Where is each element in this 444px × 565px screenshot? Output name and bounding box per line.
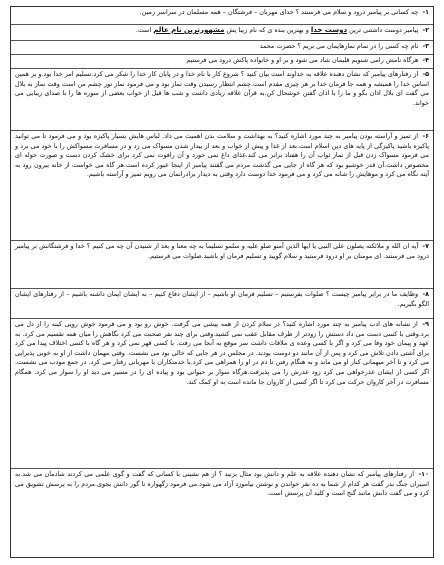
item-number: ۱- [422,8,429,16]
list-item [11,7,433,25]
list-item [11,69,433,131]
item-text: هرگاه نامش رامی شنویم قلبمان شاد می شود و بر او و خانواده پاکش درود می فرستیم [186,56,419,64]
item-number: ۶- [422,132,429,140]
list-item [11,241,433,289]
item-number: ۸- [422,290,429,298]
highlighted-phrase: مشهورترین نام عالم [153,26,225,34]
list-item [11,469,433,551]
item-text: از نشانه های ادب پیامبر به چند مورد اشاره کنید؟ در سلام کردن از همه پیشی می گرفت. خوش رو بود و می فرمود خوش رویی کینه را از دل می برد.وقتی با کسی دست می داد دستش را زودتر از طرف مقابل عقب نمی کشید.وقتی برای چند نفر صحبت می کرد نگاهش را میان همه تقسیم می کرد. به عهد و پیمان خود وفا می کرد و اگر با کسی وعده ی ملاقات داشت سر موقع به آنجا می رفت. با کسی قهر نمی کرد و هر گاه با کسی اختلاف پیدا می کرد برای آشتی دادن تلاش می کرد و پس از آن مانند دو دوست بودند. در مجلس در هر جایی که خالی بود می نشست. وقتی مهمان داشت از او به خوبی پذیرایی می کرد و تا آخر میهمانی کنار او می ماند و به هنگام رفتن تا دم در او را همراهی می کرد.با خدمتکاران با مهربانی رفتار می کرد. در جمع مودب می نشست. اگر کسی از ایشان عذرخواهی می کرد زود عذرش را می پذیرفت.هرگاه سوار بر حیوانی بود و پیاده ای را در مسیر می دید او را سوار می کرد. همگام مسافرت در آخر کاروان حرکت می کرد تا اگر کسی از کاروان جا مانده است به او کمک کند. [15,320,429,386]
item-text: از تمیز و آراسته بودن پیامبر به چند مورد اشاره کنید؟ به بهداشت و سلامت بدن اهمیت می داد. لباس هایش بسیار پاکیزه بود و می فرمود تا می توانید پاکیزه باشید پاکیزگی از پایه های دین اسلام است.بعد از غذا و پیش از خواب و بعد از بیدار شدن مسواک می زد و در مسافرت مسواکش را با خود می برد و می فرمود مسواک زدن قبل از نماز ثواب آن را هفتاد برابر می کند.غذای داغ نمی خورد و آن رافوت نمی کرد برای خشک کردن دست و صورت حوله ای مخصوص داشت.آن قدر خوشبو بود که هر گاه از جایی می گذشت مردم می گفتند پیامبر از اینجا عبور کرده است.هر گاه می خواست از خانه بیرون رود به آینه نگاه می کرد و موهایش را شانه می کرد و می فرمود خدا دوست دارد وقتی به دیدار برادرانمان می رویم تمیز و آراسته باشیم. [15,132,429,179]
item-text: وظایف ما در برابر پیامبر چیست ؟ صلوات بفرستیم – تسلیم فرمان او باشیم – از ایشان دفاع کنیم – به ایشان ایمان داشته باشیم – از رفتارهای ایشان الگو بگیریم. [15,290,429,308]
document-page [10,6,434,558]
item-text: و بهترین بنده ی که نام زیبا یش [226,26,309,34]
item-text: چه کسانی بر پیامبر درود و سلام می فرستند ؟ خدای مهربان – فرشتگان – همه مسلمان در سراسر زمین. [139,8,419,16]
item-number: ۹- [422,320,429,328]
item-text: از رفتارهای پیامبر که نشان دهنده علاقه به علم و دانش بود مثال بزنید ؟ از هم نشینی با کسانی که گفت و گوی علمی می کردند شادمان می شد.به اسیران جنگ بدر گفت هر کدام از شما به ده نفر خواندن و نوشتن بیاموزد آزاد می شود.می فرمود زگهواره تا گور دانش بجوی.مردم را به پرسش تشویق می کرد و می گفت دانش مانند گنج است و کلید آن پرسش است. [15,470,429,498]
item-text: آیه ان الله و ملائکته یصلون علی النبی یا ایها الذین آمنو صلو علیه و سلمو تسلیما به چه معنا و بعد از شنیدن آن چه می کنیم ؟ خدا و فرشتگانش بر پیامبر درود می فرستند. ای مومنان بر او درود فرستید و سلام گویید و تسلیم فرمان او باشید.صلوات می فرستیم. [15,242,429,260]
item-text: از رفتارهای پیامبر که نشان دهنده علاقه به خداوند است بیان کنید ؟ شروع کار با نام خدا و در پایان کار خدا را شکر می کرد.تسلیم امر خدا بود.و بر همین اساس خدا را همیشه و همه جا فرمان خدا بر هر چیزی مقدم است.چشم انتظار رسیدن وقت نماز بود و می فرمود نماز نور چشم من است وقت نماز به بلال می گفت ای بلال اذان بگو و ما را با اذان گفتن خوشحال کن.به قرآن علاقه زیادی داشت و شب ها قبل از خواب بعضی از سوره ها را با صدای زیبایی می خواند. [15,70,429,107]
item-number: ۲- [422,26,429,34]
item-text: است. [135,26,152,34]
item-number: ۵- [422,70,429,78]
highlighted-phrase: دوست خدا [310,26,348,34]
list-item [11,41,433,55]
item-text: پیامبر دوست داشتنی ترین [349,26,419,34]
item-number: ۳- [422,42,429,50]
item-number: ۱۰- [418,470,429,478]
item-text: نام چه کسی را در تمام نمازهایمان می بریم ؟ حضرت محمد [259,42,419,50]
item-number: ۷- [422,242,429,250]
list-item [11,289,433,319]
list-item [11,25,433,41]
list-item [11,131,433,241]
list-item [11,319,433,469]
list-item [11,55,433,69]
item-number: ۴- [422,56,429,64]
